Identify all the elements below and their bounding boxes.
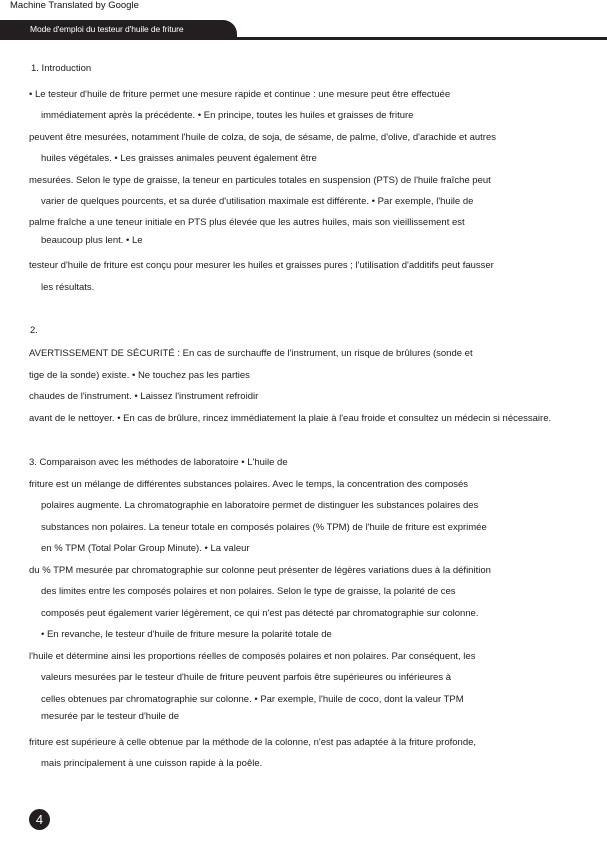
paragraph-line: • Le testeur d'huile de friture permet une mesure rapide et continue : une mesure peut être effectuée <box>29 89 451 100</box>
section-heading-introduction: 1. Introduction <box>31 63 92 74</box>
paragraph-line: valeurs mesurées par le testeur d'huile de friture peuvent parfois être supérieures ou inférieures à <box>41 672 452 683</box>
paragraph-line: tige de la sonde) existe. • Ne touchez pas les parties <box>29 370 250 381</box>
paragraph-line: mesurées. Selon le type de graisse, la teneur en particules totales en suspension (PTS) de l'huile fraîche peut <box>29 175 491 186</box>
paragraph-line: mais principalement à une cuisson rapide à la poêle. <box>41 758 263 769</box>
paragraph-line: peuvent être mesurées, notamment l'huile de colza, de soja, de sésame, de palme, d'olive, d'arachide et autres <box>29 132 496 143</box>
paragraph-line: avant de le nettoyer. • En cas de brûlure, rincez immédiatement la plaie à l'eau froide et consultez un médecin si nécessaire. <box>29 413 552 424</box>
paragraph-line: AVERTISSEMENT DE SÉCURITÉ : En cas de surchauffe de l'instrument, un risque de brûlures (sonde et <box>29 348 473 359</box>
section-number-2: 2. <box>30 325 38 336</box>
section-heading-comparison: 3. Comparaison avec les méthodes de laboratoire • L'huile de <box>29 457 288 468</box>
paragraph-line: des limites entre les composés polaires et non polaires. Selon le type de graisse, la polarité de ces <box>41 586 456 597</box>
header-tab-title: Mode d'emploi du testeur d'huile de friture <box>30 24 184 34</box>
paragraph-line: friture est un mélange de différentes substances polaires. Avec le temps, la concentration des composés <box>29 479 469 490</box>
paragraph-line: huiles végétales. • Les graisses animales peuvent également être <box>41 153 317 164</box>
paragraph-line: testeur d'huile de friture est conçu pour mesurer les huiles et graisses pures ; l'utilisation d'additifs peut fausser <box>29 260 494 271</box>
paragraph-line: varier de quelques pourcents, et sa durée d'utilisation maximale est différente. • Par exemple, l'huile de <box>41 196 474 207</box>
page-number-badge: 4 <box>29 809 50 830</box>
paragraph-line: • En revanche, le testeur d'huile de friture mesure la polarité totale de <box>41 629 332 640</box>
paragraph-line: chaudes de l'instrument. • Laissez l'instrument refroidir <box>29 391 259 402</box>
machine-translated-banner: Machine Translated by Google <box>10 0 139 11</box>
paragraph-line: celles obtenues par chromatographie sur colonne. • Par exemple, l'huile de coco, dont la valeur TPM <box>41 694 464 705</box>
paragraph-line: friture est supérieure à celle obtenue par la méthode de la colonne, n'est pas adaptée à la friture profonde, <box>29 737 477 748</box>
paragraph-line: beaucoup plus lent. • Le <box>41 235 143 246</box>
paragraph-line: mesurée par le testeur d'huile de <box>41 711 180 722</box>
paragraph-line: l'huile et détermine ainsi les proportions réelles de composés polaires et non polaires. Par conséquent, les <box>29 651 476 662</box>
paragraph-line: immédiatement après la précédente. • En principe, toutes les huiles et graisses de friture <box>41 110 414 121</box>
paragraph-line: les résultats. <box>41 282 95 293</box>
paragraph-line: substances non polaires. La teneur totale en composés polaires (% TPM) de l'huile de friture est exprimée <box>41 522 487 533</box>
paragraph-line: composés peut également varier légèrement, ce qui n'est pas détecté par chromatographie sur colonne. <box>41 608 479 619</box>
header-rule <box>0 37 607 40</box>
paragraph-line: du % TPM mesurée par chromatographie sur colonne peut présenter de légères variations dues à la définition <box>29 565 491 576</box>
paragraph-line: en % TPM (Total Polar Group Minute). • La valeur <box>41 543 250 554</box>
paragraph-line: palme fraîche a une teneur initiale en PTS plus élevée que les autres huiles, mais son vieillissement est <box>29 217 465 228</box>
paragraph-line: polaires augmente. La chromatographie en laboratoire permet de distinguer les substances polaires des <box>41 500 479 511</box>
